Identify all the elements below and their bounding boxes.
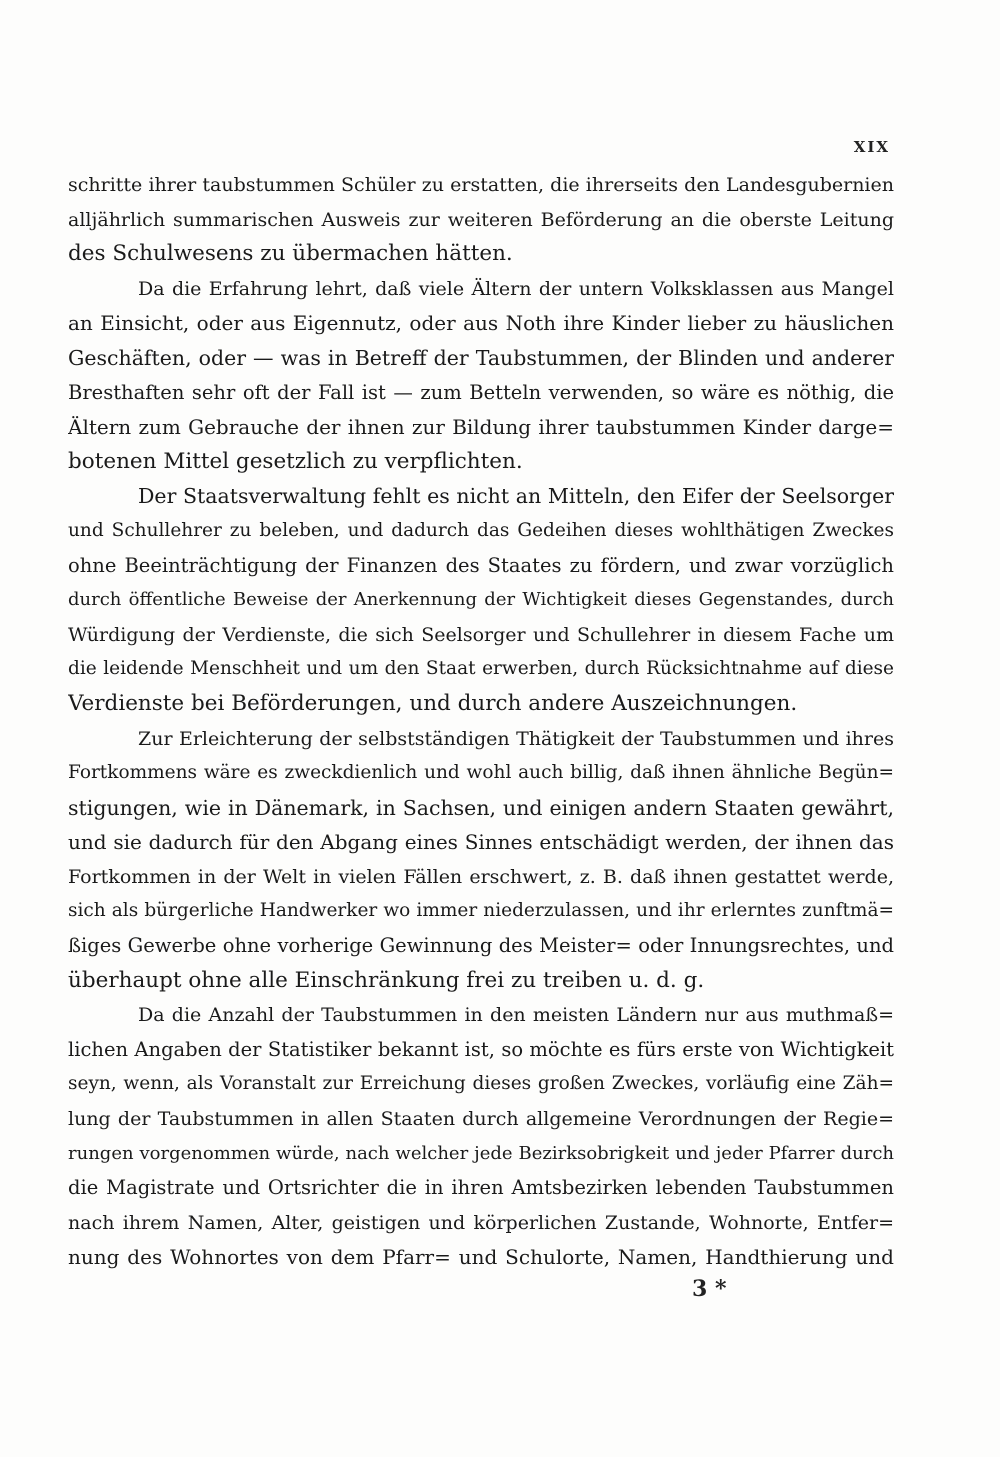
text-line: rungen vorgenommen würde, nach welcher jede Bezirksobrigkeit und jeder Pfarrer durch <box>68 1142 894 1164</box>
text-line: ßiges Gewerbe ohne vorherige Gewinnung des Meister= oder Innungsrechtes, und <box>68 934 894 958</box>
text-line: lung der Taubstummen in allen Staaten durch allgemeine Verordnungen der Regie= <box>68 1108 894 1131</box>
text-line: überhaupt ohne alle Einschränkung frei zu treiben u. d. g. <box>68 967 705 993</box>
text-line: ohne Beeinträchtigung der Finanzen des Staates zu fördern, und zwar vorzüglich <box>68 553 894 577</box>
text-line: nach ihrem Namen, Alter, geistigen und körperlichen Zustande, Wohnorte, Entfer= <box>68 1211 894 1234</box>
page-number: XIX <box>853 138 890 156</box>
text-line: Würdigung der Verdienste, die sich Seelsorger und Schullehrer in diesem Fache um <box>68 623 894 646</box>
text-line: an Einsicht, oder aus Eigennutz, oder aus Noth ihre Kinder lieber zu häuslichen <box>68 311 894 336</box>
text-line: seyn, wenn, als Voranstalt zur Erreichung dieses großen Zweckes, vorläufig eine Zäh= <box>68 1073 894 1095</box>
text-line: Da die Erfahrung lehrt, daß viele Ältern der untern Volksklassen aus Mangel <box>138 277 894 300</box>
text-line: Zur Erleichterung der selbstständigen Thätigkeit der Taubstummen und ihres <box>138 727 894 750</box>
text-line: Fortkommen in der Welt in vielen Fällen erschwert, z. B. daß ihnen gestattet werde, <box>68 865 894 888</box>
text-line: Da die Anzahl der Taubstummen in den meisten Ländern nur aus muthmaß= <box>138 1004 894 1027</box>
paragraph-3 <box>68 479 894 721</box>
text-line: und sie dadurch für den Abgang eines Sinnes entschädigt werden, der ihnen das <box>68 830 894 855</box>
signature-mark: 3 * <box>692 1276 727 1302</box>
text-line: botenen Mittel gesetzlich zu verpflichten. <box>68 448 523 474</box>
paragraph-1 <box>68 168 894 272</box>
text-line: die leidende Menschheit und um den Staat erwerben, durch Rücksichtnahme auf diese <box>68 658 894 680</box>
text-line: sich als bürgerliche Handwerker wo immer niederzulassen, und ihr erlerntes zunftmä= <box>68 900 894 922</box>
text-line: alljährlich summarischen Ausweis zur weiteren Beförderung an die oberste Leitung <box>68 208 894 231</box>
text-line: des Schulwesens zu übermachen hätten. <box>68 241 513 267</box>
text-line: Der Staatsverwaltung fehlt es nicht an Mitteln, den Eifer der Seelsorger <box>138 484 894 509</box>
paragraph-2 <box>68 272 894 480</box>
paragraph-4 <box>68 722 894 999</box>
text-line: stigungen, wie in Dänemark, in Sachsen, und einigen andern Staaten gewährt, <box>68 795 894 820</box>
paragraph-5 <box>68 998 894 1275</box>
text-line: durch öffentliche Beweise der Anerkennung der Wichtigkeit dieses Gegenstandes, durch <box>68 589 894 611</box>
body-text <box>68 168 894 1275</box>
text-line: Geschäften, oder — was in Betreff der Taubstummen, der Blinden und anderer <box>68 345 894 370</box>
text-line: schritte ihrer taubstummen Schüler zu erstatten, die ihrerseits den Landesgubernien <box>68 174 894 196</box>
text-line: die Magistrate und Ortsrichter die in ihren Amtsbezirken lebenden Taubstummen <box>68 1176 894 1200</box>
text-line: Verdienste bei Beförderungen, und durch andere Auszeichnungen. <box>68 690 798 716</box>
text-line: und Schullehrer zu beleben, und dadurch das Gedeihen dieses wohlthätigen Zweckes <box>68 519 894 541</box>
text-line: Fortkommens wäre es zweckdienlich und wohl auch billig, daß ihnen ähnliche Begün= <box>68 762 894 784</box>
text-line: nung des Wohnortes von dem Pfarr= und Schulorte, Namen, Handthierung und <box>68 1245 894 1270</box>
text-line: lichen Angaben der Statistiker bekannt ist, so möchte es fürs erste von Wichtigkeit <box>68 1037 894 1061</box>
text-line: Ältern zum Gebrauche der ihnen zur Bildung ihrer taubstummen Kinder darge= <box>68 415 894 440</box>
text-line: Bresthaften sehr oft der Fall ist — zum Betteln verwenden, so wäre es nöthig, die <box>68 380 894 404</box>
